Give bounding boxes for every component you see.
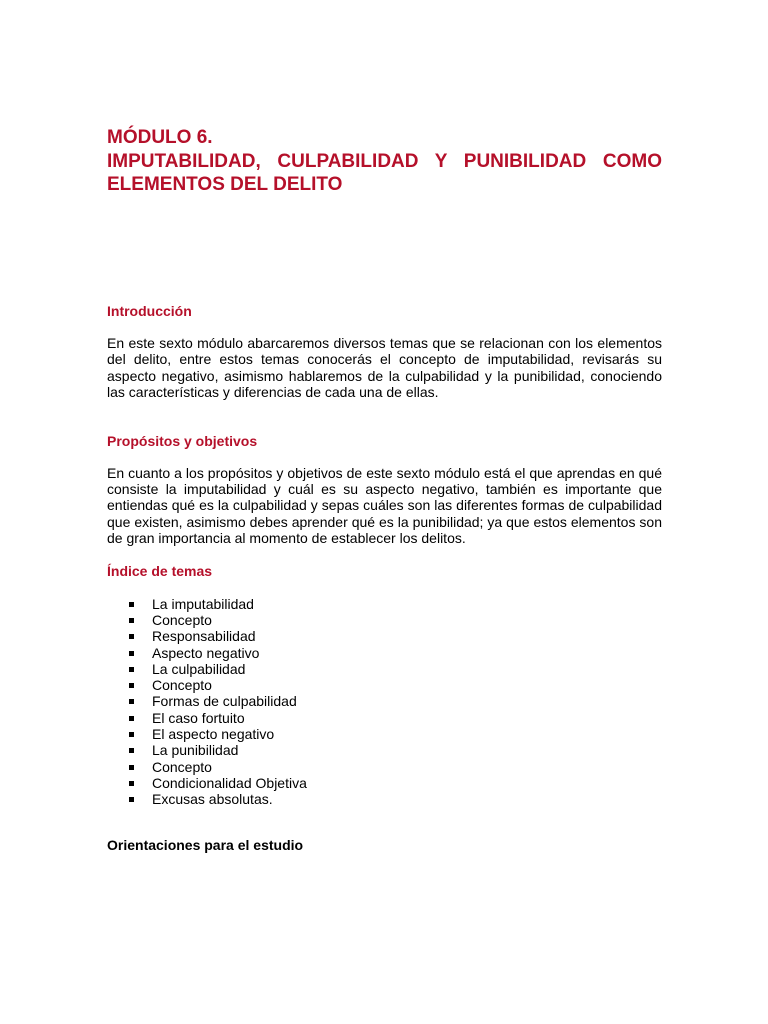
topic-item-label: Aspecto negativo	[152, 644, 260, 661]
square-bullet-icon	[129, 748, 134, 753]
topic-item	[107, 612, 662, 628]
introduction-heading: Introducción	[107, 303, 192, 319]
square-bullet-icon	[129, 683, 134, 688]
topic-item	[107, 726, 662, 742]
topic-item	[107, 759, 662, 775]
square-bullet-icon	[129, 732, 134, 737]
topic-item-label: Concepto	[152, 758, 212, 775]
square-bullet-icon	[129, 618, 134, 623]
square-bullet-icon	[129, 781, 134, 786]
purposes-paragraph: En cuanto a los propósitos y objetivos de este sexto módulo está el que aprendas en qué consiste la imputabilidad y cuál es su aspecto negativo, también es importante que entiendas qué es la culpabilidad y sepas cuáles son las diferentes formas de culpabilidad que existen, asimismo debes aprender qué es la punibilidad; ya que estos elementos son de gran importancia al momento de establecer los delitos.	[107, 464, 662, 547]
square-bullet-icon	[129, 634, 134, 639]
topic-item-label: La imputabilidad	[152, 595, 254, 612]
topic-item	[107, 742, 662, 758]
topic-item	[107, 661, 662, 677]
topic-item	[107, 677, 662, 693]
topic-item-label: Responsabilidad	[152, 628, 256, 645]
square-bullet-icon	[129, 765, 134, 770]
topic-item	[107, 710, 662, 726]
square-bullet-icon	[129, 797, 134, 802]
topic-item	[107, 693, 662, 709]
module-label: MÓDULO 6.	[107, 127, 213, 148]
topic-item-label: Concepto	[152, 611, 212, 628]
topic-index-heading: Índice de temas	[107, 562, 213, 579]
square-bullet-icon	[129, 716, 134, 721]
topic-item	[107, 645, 662, 661]
square-bullet-icon	[129, 651, 134, 656]
topic-item-label: Excusas absolutas.	[152, 791, 273, 808]
topic-item-label: El aspecto negativo	[152, 726, 275, 743]
topic-list	[107, 596, 662, 808]
introduction-paragraph: En este sexto módulo abarcaremos diversos temas que se relacionan con los elementos del delito, entre estos temas conocerás el concepto de imputabilidad, revisarás su aspecto negativo, asimismo hablaremos de la culpabilidad y la punibilidad, conociendo las características y diferencias de cada una de ellas.	[107, 335, 662, 401]
topic-item-label: Concepto	[152, 677, 212, 694]
topic-item	[107, 628, 662, 644]
topic-item-label: El caso fortuito	[152, 709, 245, 726]
topic-item	[107, 791, 662, 807]
topic-item-label: Formas de culpabilidad	[152, 693, 297, 710]
module-title: IMPUTABILIDAD, CULPABILIDAD Y PUNIBILIDAD COMO ELEMENTOS DEL DELITO	[107, 151, 662, 195]
topic-item-label: Condicionalidad Objetiva	[152, 774, 307, 791]
purposes-heading: Propósitos y objetivos	[107, 432, 258, 449]
square-bullet-icon	[129, 699, 134, 704]
topic-item	[107, 596, 662, 612]
document-page	[107, 126, 662, 854]
topic-item-label: La punibilidad	[152, 742, 239, 759]
study-guidance-heading: Orientaciones para el estudio	[107, 836, 304, 853]
square-bullet-icon	[129, 667, 134, 672]
topic-item-label: La culpabilidad	[152, 660, 246, 677]
square-bullet-icon	[129, 602, 134, 607]
topic-item	[107, 775, 662, 791]
